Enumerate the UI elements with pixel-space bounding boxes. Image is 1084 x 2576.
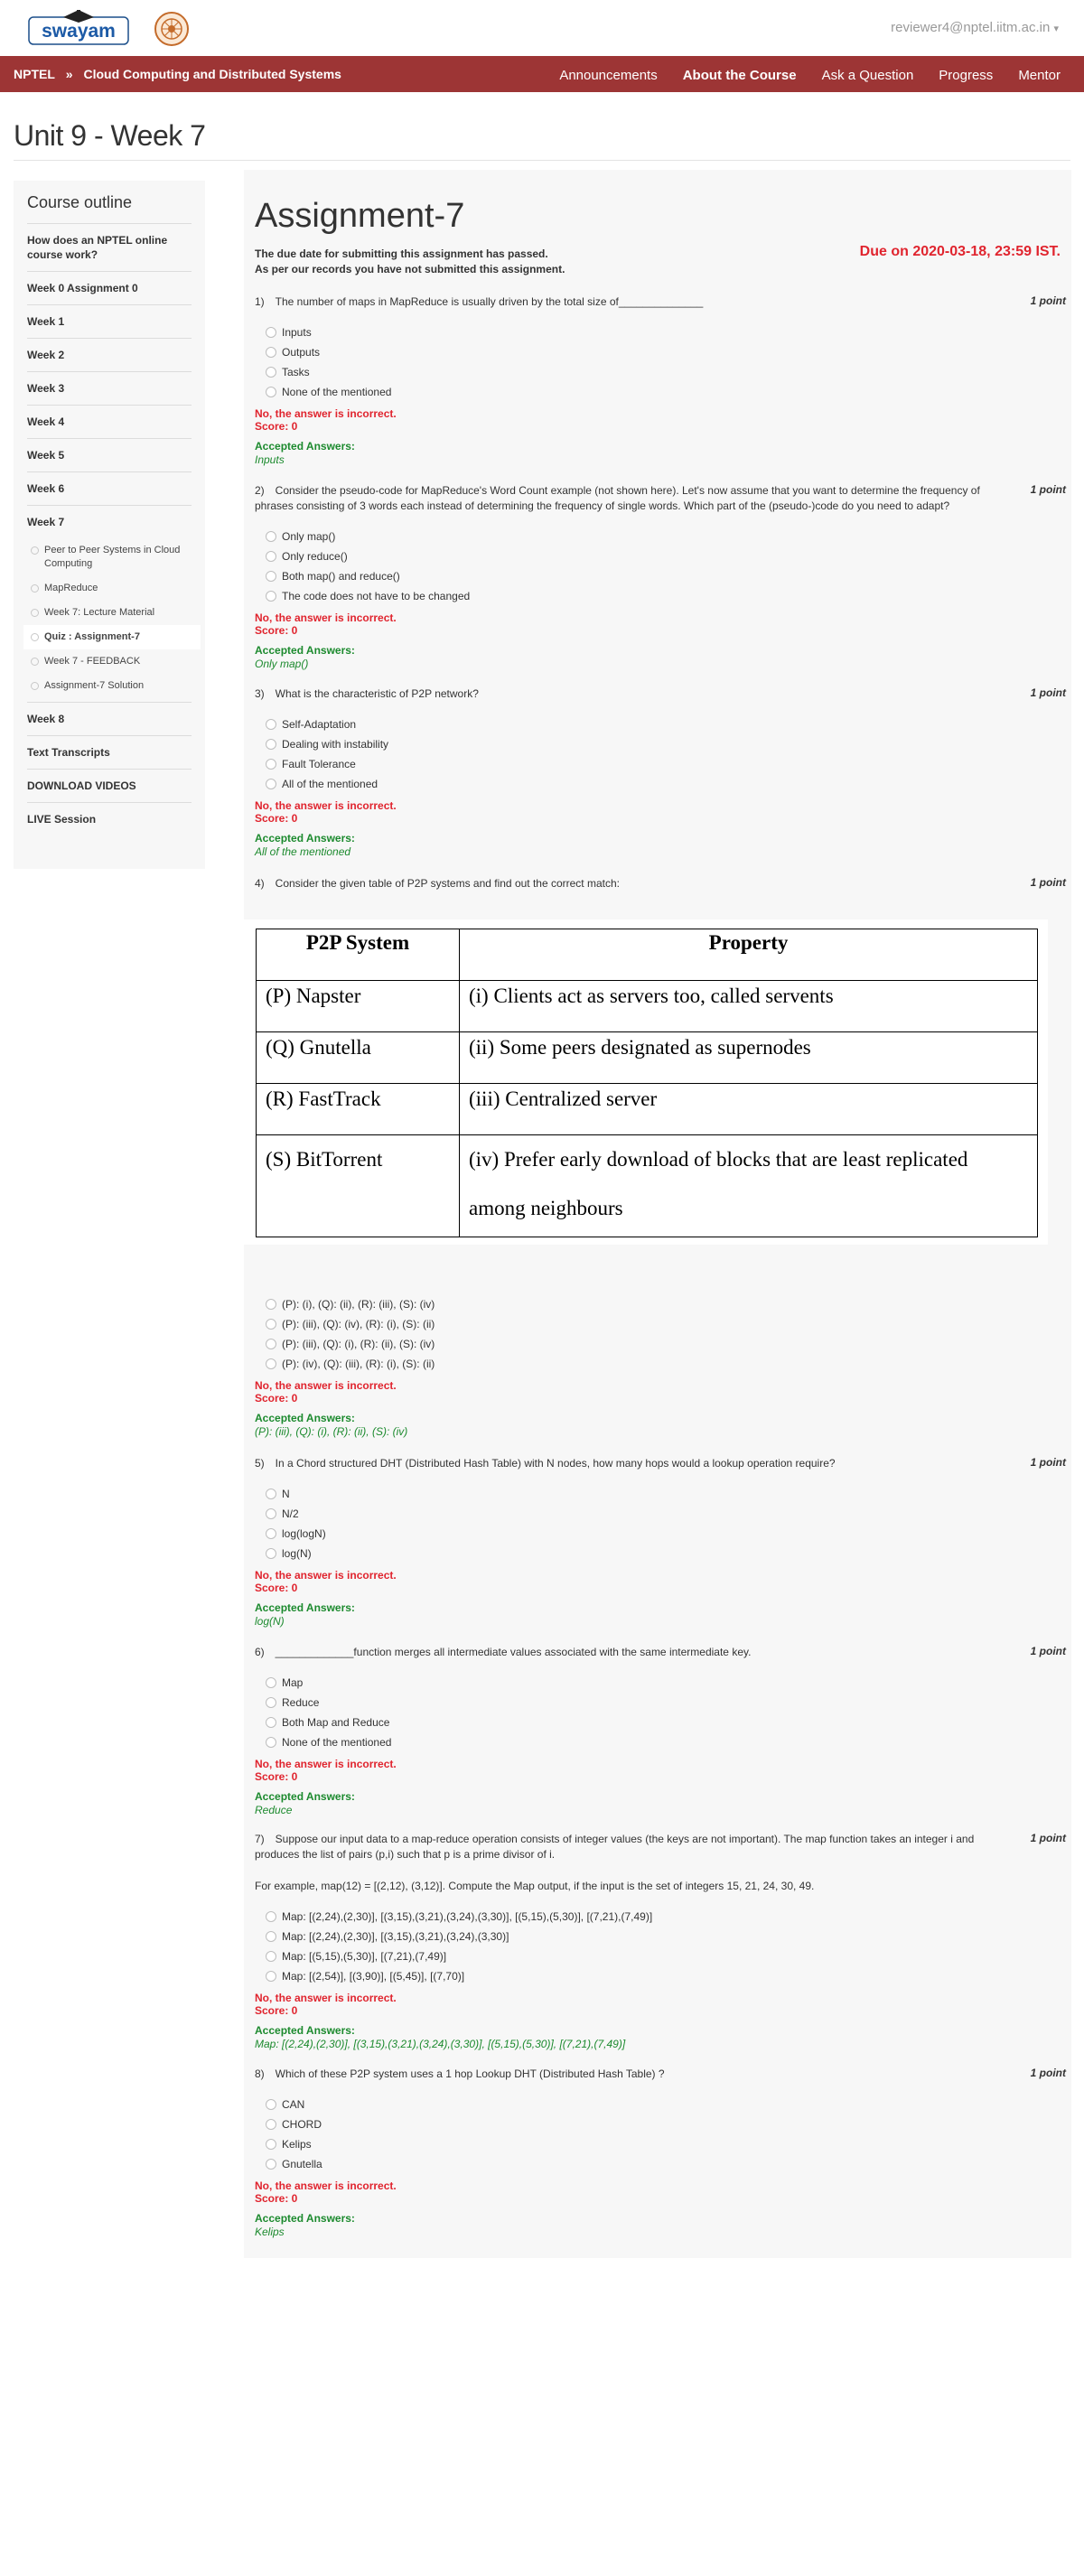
question-example: For example, map(12) = [(2,12), (3,12)]. Compute the Map output, if the input is the set of integers 15, 21, 24, 30, 49.	[255, 1880, 815, 1892]
title-divider	[14, 160, 1070, 161]
question-prompt: Consider the pseudo-code for MapReduce's Word Count example (not shown here). Let's now assume that you want to determine the frequency of phrases consisting of 3 words each instead of determining the frequency of single words. Which part of the (pseudo-)code do you need to adapt?	[255, 484, 980, 512]
score: Score: 0	[255, 1582, 298, 1594]
option[interactable]	[266, 322, 1066, 342]
option-label: None of the mentioned	[282, 1736, 392, 1749]
unit-status-icon	[31, 658, 39, 666]
option[interactable]	[266, 1524, 1066, 1544]
option[interactable]	[266, 342, 1066, 362]
options-list	[266, 1294, 1066, 1374]
unit-status-icon	[31, 546, 39, 555]
option[interactable]	[266, 1544, 1066, 1563]
option-label: Map: [(5,15),(5,30)], [(7,21),(7,49)]	[282, 1950, 447, 1963]
incorrect-feedback: No, the answer is incorrect.	[255, 1758, 397, 1770]
question-prompt: What is the characteristic of P2P network?	[275, 687, 479, 700]
nav-about-course[interactable]: About the Course	[682, 68, 797, 83]
user-email: reviewer4@nptel.iitm.ac.in	[891, 20, 1051, 35]
swayam-logo[interactable]	[27, 8, 130, 48]
sidebar-item-week0[interactable]: Week 0 Assignment 0	[27, 272, 192, 305]
sidebar-unit-label: Quiz : Assignment-7	[44, 631, 140, 642]
radio-button[interactable]	[266, 1971, 276, 1982]
points-label: 1 point	[1030, 2067, 1066, 2079]
option-label: Both map() and reduce()	[282, 570, 400, 583]
table-header: P2P System	[257, 929, 460, 981]
question-text	[255, 876, 1066, 891]
score: Score: 0	[255, 1770, 298, 1783]
question-number: 1)	[255, 295, 265, 308]
radio-button[interactable]	[266, 2159, 276, 2170]
option[interactable]	[266, 2114, 1066, 2134]
question-4-answers	[255, 1294, 1066, 1439]
radio-button[interactable]	[266, 571, 276, 582]
points-label: 1 point	[1030, 876, 1066, 889]
sidebar-unit[interactable]	[27, 649, 192, 674]
option[interactable]	[266, 1504, 1066, 1524]
option-label: All of the mentioned	[282, 778, 378, 790]
table-row	[257, 1135, 1038, 1237]
question-prompt: The number of maps in MapReduce is usually driven by the total size of______________	[275, 295, 704, 308]
sidebar-item-week1[interactable]: Week 1	[27, 305, 192, 339]
question-1	[255, 294, 1066, 467]
accepted-answers-label: Accepted Answers:	[255, 1601, 355, 1614]
nav-links	[534, 68, 1061, 83]
sidebar-item-week3[interactable]: Week 3	[27, 372, 192, 406]
table-cell: (ii) Some peers designated as supernodes	[460, 1032, 1038, 1084]
incorrect-feedback: No, the answer is incorrect.	[255, 799, 397, 812]
radio-button[interactable]	[266, 1508, 276, 1519]
question-2	[255, 483, 1066, 671]
option-label: (P): (iv), (Q): (iii), (R): (i), (S): (ii)	[282, 1358, 435, 1370]
table-header: Property	[460, 929, 1038, 981]
table-cell: (R) FastTrack	[257, 1084, 460, 1135]
assignment-title: Assignment-7	[255, 197, 465, 235]
option[interactable]	[266, 1907, 1066, 1927]
accepted-answers-label: Accepted Answers:	[255, 440, 355, 453]
option-label: N/2	[282, 1507, 299, 1520]
sidebar-item-week7[interactable]: Week 7	[27, 516, 65, 528]
question-3	[255, 686, 1066, 859]
option-label: (P): (iii), (Q): (iv), (R): (i), (S): (ii)	[282, 1318, 435, 1330]
option[interactable]	[266, 1354, 1066, 1374]
options-list	[266, 322, 1066, 402]
assignment-panel	[244, 170, 1071, 2258]
question-text	[255, 483, 1066, 514]
option-label: N	[282, 1488, 290, 1500]
option-label: None of the mentioned	[282, 386, 392, 398]
chevron-down-icon: ▾	[1053, 23, 1059, 34]
accepted-answers-label: Accepted Answers:	[255, 1790, 355, 1803]
option-label: log(N)	[282, 1547, 312, 1560]
radio-button[interactable]	[266, 347, 276, 358]
option-label: (P): (iii), (Q): (i), (R): (ii), (S): (iv)	[282, 1338, 435, 1350]
incorrect-feedback: No, the answer is incorrect.	[255, 2179, 397, 2192]
option-label: Only reduce()	[282, 550, 348, 563]
option[interactable]	[266, 1294, 1066, 1314]
radio-button[interactable]	[266, 1951, 276, 1962]
option[interactable]	[266, 1946, 1066, 1966]
unit-status-icon	[31, 584, 39, 593]
sidebar-item-week6[interactable]: Week 6	[27, 472, 192, 506]
question-text	[255, 2067, 1066, 2082]
course-navbar	[0, 56, 1084, 92]
due-passed-text: The due date for submitting this assignment has passed.	[255, 247, 548, 260]
question-text	[255, 1645, 1066, 1660]
score: Score: 0	[255, 624, 298, 637]
radio-button[interactable]	[266, 2099, 276, 2110]
question-prompt: In a Chord structured DHT (Distributed Hash Table) with N nodes, how many hops would a lookup operation require?	[275, 1457, 836, 1470]
table-cell: (P) Napster	[257, 981, 460, 1032]
svg-text:swayam: swayam	[42, 21, 116, 42]
question-6	[255, 1645, 1066, 1817]
points-label: 1 point	[1030, 294, 1066, 307]
table-cell: (i) Clients act as servers too, called servents	[460, 981, 1038, 1032]
question-prompt: Suppose our input data to a map-reduce operation consists of integer values (the keys are not important). The map function takes an integer i and produces the list of pairs (p,i) such that p is a prime divisor of i.	[255, 1833, 975, 1861]
question-7	[255, 1832, 1066, 2051]
page-title: Unit 9 - Week 7	[14, 119, 206, 152]
course-outline-sidebar	[14, 181, 205, 869]
p2p-table-image	[244, 919, 1048, 1245]
table-cell: (iv) Prefer early download of blocks that are least replicated among neighbours	[460, 1135, 1038, 1237]
option-label: Kelips	[282, 2138, 312, 2151]
option[interactable]	[266, 1484, 1066, 1504]
option-label: Fault Tolerance	[282, 758, 356, 770]
sidebar-unit-label: Week 7 - FEEDBACK	[44, 656, 141, 667]
radio-button[interactable]	[266, 1911, 276, 1922]
accepted-answer: Inputs	[255, 453, 285, 466]
option[interactable]	[266, 1673, 1066, 1693]
option[interactable]	[266, 1927, 1066, 1946]
nav-progress[interactable]: Progress	[939, 68, 994, 83]
question-prompt: Consider the given table of P2P systems and find out the correct match:	[275, 877, 620, 890]
incorrect-feedback: No, the answer is incorrect.	[255, 1992, 397, 2004]
radio-button[interactable]	[266, 2119, 276, 2130]
sidebar-unit[interactable]	[27, 576, 192, 601]
option-label: Reduce	[282, 1696, 320, 1709]
sidebar-unit-label: Week 7: Lecture Material	[44, 607, 155, 618]
accepted-answer: log(N)	[255, 1615, 285, 1628]
options-list	[266, 527, 1066, 606]
option-label: Gnutella	[282, 2158, 322, 2170]
table-header-row	[257, 929, 1038, 981]
accepted-answer: (P): (iii), (Q): (i), (R): (ii), (S): (iv)	[255, 1425, 408, 1438]
points-label: 1 point	[1030, 1832, 1066, 1844]
table-cell: (iii) Centralized server	[460, 1084, 1038, 1135]
option[interactable]	[266, 1314, 1066, 1334]
option[interactable]	[266, 1334, 1066, 1354]
radio-button[interactable]	[266, 1677, 276, 1688]
breadcrumb	[14, 67, 349, 81]
accepted-answers-label: Accepted Answers:	[255, 644, 355, 657]
radio-button[interactable]	[266, 719, 276, 730]
option-label: The code does not have to be changed	[282, 590, 471, 602]
sidebar-unit[interactable]	[27, 674, 192, 698]
breadcrumb-nptel[interactable]: NPTEL	[14, 67, 55, 81]
week7-units	[27, 538, 192, 703]
option-label: Map	[282, 1676, 304, 1689]
option[interactable]	[266, 527, 1066, 546]
option[interactable]	[266, 566, 1066, 586]
nav-ask-question[interactable]: Ask a Question	[821, 68, 914, 83]
iit-seal-logo	[154, 11, 190, 47]
accepted-answers-label: Accepted Answers:	[255, 1412, 355, 1424]
radio-button[interactable]	[266, 531, 276, 542]
question-text	[255, 1832, 1066, 1862]
option[interactable]	[266, 754, 1066, 774]
score: Score: 0	[255, 1392, 298, 1405]
question-8	[255, 2067, 1066, 2239]
option[interactable]	[266, 362, 1066, 382]
option[interactable]	[266, 1713, 1066, 1732]
question-number: 4)	[255, 877, 265, 890]
accepted-answer: Reduce	[255, 1804, 293, 1816]
options-list	[266, 714, 1066, 794]
radio-button[interactable]	[266, 327, 276, 338]
sidebar-unit-current[interactable]	[23, 625, 201, 649]
radio-button[interactable]	[266, 1717, 276, 1728]
nav-announcements[interactable]: Announcements	[559, 68, 658, 83]
accepted-answers-label: Accepted Answers:	[255, 2024, 355, 2037]
points-label: 1 point	[1030, 483, 1066, 496]
due-date: Due on 2020-03-18, 23:59 IST.	[859, 244, 1061, 259]
radio-button[interactable]	[266, 1358, 276, 1369]
table-cell: (S) BitTorrent	[257, 1135, 460, 1237]
accepted-answer: All of the mentioned	[255, 845, 351, 858]
sidebar-unit[interactable]	[27, 601, 192, 625]
breadcrumb-separator: »	[65, 67, 73, 81]
unit-status-icon	[31, 633, 39, 641]
radio-button[interactable]	[266, 1319, 276, 1330]
option[interactable]	[266, 586, 1066, 606]
sidebar-title: Course outline	[27, 193, 192, 224]
accepted-answers-label: Accepted Answers:	[255, 832, 355, 845]
breadcrumb-course[interactable]: Cloud Computing and Distributed Systems	[83, 67, 341, 81]
accepted-answer: Only map()	[255, 658, 309, 670]
p2p-table	[256, 929, 1038, 1237]
sidebar-item-week5[interactable]: Week 5	[27, 439, 192, 472]
question-text	[255, 686, 1066, 702]
unit-status-icon	[31, 609, 39, 617]
sidebar-item-week8[interactable]: Week 8	[27, 703, 192, 736]
question-prompt: _____________function merges all intermediate values associated with the same intermediate key.	[275, 1646, 752, 1658]
radio-button[interactable]	[266, 1548, 276, 1559]
option-label: Both Map and Reduce	[282, 1716, 390, 1729]
points-label: 1 point	[1030, 1645, 1066, 1657]
option-label: Tasks	[282, 366, 310, 378]
question-5	[255, 1456, 1066, 1629]
score: Score: 0	[255, 812, 298, 825]
radio-button[interactable]	[266, 739, 276, 750]
radio-button[interactable]	[266, 2139, 276, 2150]
option-label: CAN	[282, 2098, 305, 2111]
radio-button[interactable]	[266, 759, 276, 770]
radio-button[interactable]	[266, 1931, 276, 1942]
option[interactable]	[266, 1966, 1066, 1986]
question-number: 3)	[255, 687, 265, 700]
sidebar-unit-label: Peer to Peer Systems in Cloud Computing	[44, 545, 181, 569]
table-row	[257, 981, 1038, 1032]
user-menu[interactable]	[891, 20, 1059, 35]
option-label: Map: [(2,24),(2,30)], [(3,15),(3,21),(3,24),(3,30)]	[282, 1930, 509, 1943]
option-label: Map: [(2,24),(2,30)], [(3,15),(3,21),(3,24),(3,30)], [(5,15),(5,30)], [(7,21),(7,49)]	[282, 1910, 653, 1923]
options-list	[266, 2095, 1066, 2174]
radio-button[interactable]	[266, 1697, 276, 1708]
options-list	[266, 1484, 1066, 1563]
not-submitted-text: As per our records you have not submitted this assignment.	[255, 263, 565, 275]
incorrect-feedback: No, the answer is incorrect.	[255, 611, 397, 624]
points-label: 1 point	[1030, 686, 1066, 699]
radio-button[interactable]	[266, 367, 276, 378]
option[interactable]	[266, 774, 1066, 794]
table-row	[257, 1032, 1038, 1084]
option-label: (P): (i), (Q): (ii), (R): (iii), (S): (iv)	[282, 1298, 435, 1311]
sidebar-item-week4[interactable]: Week 4	[27, 406, 192, 439]
radio-button[interactable]	[266, 387, 276, 397]
option-label: Self-Adaptation	[282, 718, 357, 731]
score: Score: 0	[255, 420, 298, 433]
option[interactable]	[266, 734, 1066, 754]
question-number: 5)	[255, 1457, 265, 1470]
option[interactable]	[266, 546, 1066, 566]
score: Score: 0	[255, 2192, 298, 2205]
question-number: 7)	[255, 1833, 265, 1845]
sidebar-item-how-it-works[interactable]: How does an NPTEL online course work?	[27, 224, 192, 272]
top-header	[0, 0, 1084, 56]
question-number: 2)	[255, 484, 265, 497]
accepted-answer: Kelips	[255, 2226, 285, 2238]
accepted-answers-label: Accepted Answers:	[255, 2212, 355, 2225]
question-text	[255, 294, 1066, 310]
option-label: Outputs	[282, 346, 321, 359]
option-label: Dealing with instability	[282, 738, 389, 751]
score: Score: 0	[255, 2004, 298, 2017]
sidebar-item-week2[interactable]: Week 2	[27, 339, 192, 372]
due-note	[255, 247, 565, 277]
table-row	[257, 1084, 1038, 1135]
option[interactable]	[266, 2134, 1066, 2154]
sidebar-unit-label: MapReduce	[44, 583, 98, 593]
option-label: log(logN)	[282, 1527, 326, 1540]
radio-button[interactable]	[266, 779, 276, 789]
option[interactable]	[266, 2154, 1066, 2174]
nav-mentor[interactable]: Mentor	[1018, 68, 1061, 83]
options-list	[266, 1907, 1066, 1986]
radio-button[interactable]	[266, 1737, 276, 1748]
radio-button[interactable]	[266, 551, 276, 562]
sidebar-item-text-transcripts[interactable]: Text Transcripts	[27, 736, 192, 770]
sidebar-item-live-session[interactable]: LIVE Session	[27, 813, 97, 826]
radio-button[interactable]	[266, 1339, 276, 1349]
question-text	[255, 1456, 1066, 1471]
option-label: CHORD	[282, 2118, 322, 2131]
option[interactable]	[266, 1732, 1066, 1752]
sidebar-item-download-videos[interactable]: DOWNLOAD VIDEOS	[27, 770, 192, 803]
incorrect-feedback: No, the answer is incorrect.	[255, 407, 397, 420]
option[interactable]	[266, 2095, 1066, 2114]
option-label: Map: [(2,54)], [(3,90)], [(5,45)], [(7,70)]	[282, 1970, 465, 1983]
question-number: 6)	[255, 1646, 265, 1658]
option[interactable]	[266, 1693, 1066, 1713]
option-label: Only map()	[282, 530, 336, 543]
question-4	[255, 876, 1066, 891]
incorrect-feedback: No, the answer is incorrect.	[255, 1379, 397, 1392]
accepted-answer: Map: [(2,24),(2,30)], [(3,15),(3,21),(3,24),(3,30)], [(5,15),(5,30)], [(7,21),(7,49)]	[255, 2038, 626, 2050]
question-prompt: Which of these P2P system uses a 1 hop Lookup DHT (Distributed Hash Table) ?	[275, 2067, 665, 2080]
option[interactable]	[266, 714, 1066, 734]
options-list	[266, 1673, 1066, 1752]
sidebar-unit-label: Assignment-7 Solution	[44, 680, 145, 691]
points-label: 1 point	[1030, 1456, 1066, 1469]
radio-button[interactable]	[266, 1489, 276, 1499]
radio-button[interactable]	[266, 591, 276, 602]
table-cell: (Q) Gnutella	[257, 1032, 460, 1084]
sidebar-unit[interactable]	[27, 538, 192, 576]
option-label: Inputs	[282, 326, 312, 339]
incorrect-feedback: No, the answer is incorrect.	[255, 1569, 397, 1582]
question-number: 8)	[255, 2067, 265, 2080]
option[interactable]	[266, 382, 1066, 402]
radio-button[interactable]	[266, 1299, 276, 1310]
unit-status-icon	[31, 682, 39, 690]
radio-button[interactable]	[266, 1528, 276, 1539]
